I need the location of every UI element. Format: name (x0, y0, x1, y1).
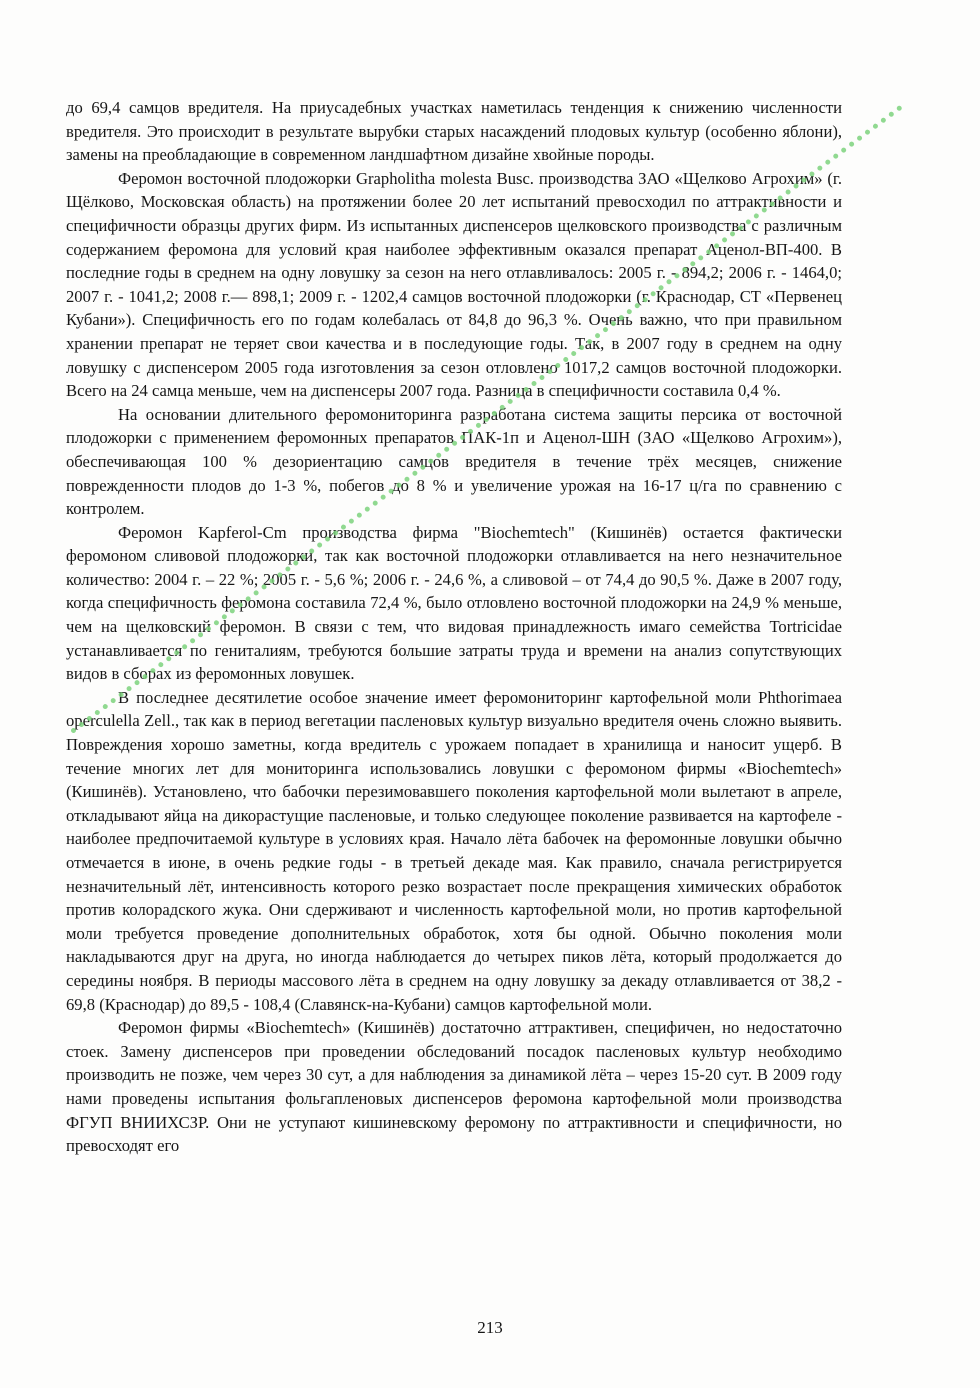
page-number: 213 (477, 1318, 503, 1337)
paragraph-biochemtech-pheromone: Феромон фирмы «Biochemtech» (Кишинёв) достаточно аттрактивен, специфичен, но недостаточно стоек. Замену диспенсеров при проведении обследований посадок пасленовых культур необходимо производить не позже, чем через 30 сут, а для наблюдения за динамикой лёта – через 15-20 сут. В 2009 году нами проведены испытания фольгапленовых диспенсеров феромона картофельной моли производства ФГУП ВНИИХСЗР. Они не уступают кишиневскому феромону по аттрактивности и специфичности, но превосходят его (66, 1018, 842, 1156)
body-text (66, 96, 842, 1158)
paragraph-kapferol-pheromone: Феромон Kapferol-Cm производства фирма "Biochemtech" (Кишинёв) остается фактически феромоном сливовой плодожорки, так как восточной плодожорки отлавливается на него незначительное количество: 2004 г. – 22 %; 2005 г. - 5,6 %; 2006 г. - 24,6 %, а сливовой – от 74,4 до 90,5 %. Даже в 2007 году, когда специфичность феромона составила 72,4 %, было отловлено восточной плодожорки на 24,9 % меньше, чем на щелковский феромон. В связи с тем, что видовая принадлежность имаго семейства Tortricidae устанавливается по гениталиям, требуются большие затраты труда и времени на анализ сопутствующих видов в сборах из феромонных ловушек. (66, 522, 842, 684)
paragraph-oriental-fruit-moth-pheromone: Феромон восточной плодожорки Grapholitha molesta Busc. производства ЗАО «Щелково Агрохим» (г. Щёлково, Московская область) на протяжении более 20 лет испытаний превосходил по аттрактивности и специфичности образцы других фирм. Из испытанных диспенсеров щелковского производства с различным содержанием феромона для условий края наиболее эффективным оказался препарат Аценол-ВП-400. В последние годы в среднем на одну ловушку за сезон на него отлавливалось: 2005 г. - 894,2; 2006 г. - 1464,0; 2007 г. - 1041,2; 2008 г.— 898,1; 2009 г. - 1202,4 самцов восточной плодожорки (г. Краснодар, СТ «Первенец Кубани»). Специфичность его по годам колебалась от 84,8 до 96,3 %. Очень важно, что при правильном хранении препарат не теряет свои качества и в последующие годы. Так, в 2007 году в среднем на одну ловушку с диспенсером 2005 года изготовления за сезон отловлено 1017,2 самцов восточной плодожорки. Всего на 24 самца меньше, чем на диспенсеры 2007 года. Разница в специфичности составила 0,4 %. (66, 168, 842, 401)
paragraph-continuation: до 69,4 самцов вредителя. На приусадебных участках наметилась тенденция к снижению численности вредителя. Это происходит в результате вырубки старых насаждений плодовых культур (особенно яблони), замены на преобладающие в современном ландшафтном дизайне хвойные породы. (66, 98, 842, 165)
paragraph-peach-protection-system: На основании длительного феромониторинга разработана система защиты персика от восточной плодожорки с применением феромонных препаратов ПАК-1п и Аценол-ШН (ЗАО «Щелково Агрохим»), обеспечивающая 100 % дезориентацию самцов вредителя в течение трёх месяцев, снижение поврежденности плодов до 1-3 %, побегов до 8 % и увеличение урожая на 16-17 ц/га по сравнению с контролем. (66, 404, 842, 519)
paragraph-potato-moth-monitoring: В последнее десятилетие особое значение имеет феромониторинг картофельной моли Phthorimaea operculella Zell., так как в период вегетации пасленовых культур визуально вредителя очень сложно выявить. Повреждения хорошо заметны, когда вредитель с урожаем попадает в хранилища и наносит ущерб. В течение многих лет для мониторинга использовались ловушки с феромоном фирмы «Biochemtech» (Кишинёв). Установлено, что бабочки перезимовавшего поколения картофельной моли вылетают в апреле, откладывают яйца на дикорастущие пасленовые, и только следующее поколение развивается на картофеле - наиболее предпочитаемой культуре в условиях края. Начало лёта бабочек на феромонные ловушки обычно отмечается в июне, в очень редкие годы - в третьей декаде мая. Как правило, сначала регистрируется незначительный лёт, интенсивность которого резко возрастает после прекращения химических обработок против колорадского жука. Они сдерживают и численность картофельной моли, но против картофельной моли требуется проведение дополнительных обработок, хотя бы одной. Обычно поколения моли накладываются друг на друга, но иногда наблюдается до четырех пиков лёта, который продолжается до середины ноября. В периоды массового лёта в среднем на одну ловушку за декаду отлавливается от 38,2 - 69,8 (Краснодар) до 89,5 - 108,4 (Славянск-на-Кубани) самцов картофельной моли. (66, 687, 842, 1014)
